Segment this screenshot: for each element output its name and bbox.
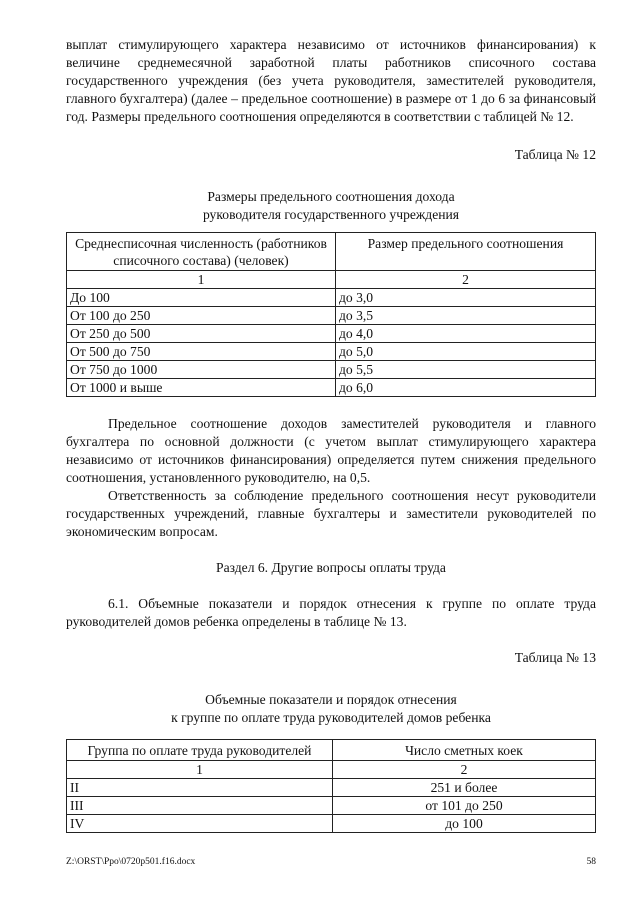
table-cell: до 4,0 <box>336 325 596 343</box>
table-cell: До 100 <box>67 289 336 307</box>
table-row <box>67 361 596 379</box>
table-row <box>67 343 596 361</box>
footer-page-number: 58 <box>586 857 596 867</box>
table-cell: III <box>67 797 333 815</box>
table-cell: От 1000 и выше <box>67 379 336 397</box>
paragraph-intro: выплат стимулирующего характера независимо от источников финансирования) к величине среднемесячной заработной платы работников списочного состава государственного учреждения (без учета руководителя, заместителей руководителя, главного бухгалтера) (далее – предельное соотношение) в размере от 1 до 6 за финансовый год. Размеры предельного соотношения определяются в соответствии с таблицей № 12. <box>66 37 596 124</box>
table13-col-number-1: 1 <box>67 761 333 779</box>
table-cell: до 5,0 <box>336 343 596 361</box>
table12-col-number-1: 1 <box>67 271 336 289</box>
table-cell: 251 и более <box>333 779 596 797</box>
table-cell: IV <box>67 815 333 833</box>
table-cell: до 3,5 <box>336 307 596 325</box>
table12 <box>66 232 596 397</box>
table-number-row <box>67 761 596 779</box>
table-cell: От 500 до 750 <box>67 343 336 361</box>
table13-title-line1: Объемные показатели и порядок отнесения <box>205 692 457 707</box>
table13-title-line2: к группе по оплате труда руководителей домов ребенка <box>171 710 491 725</box>
table12-label: Таблица № 12 <box>514 147 596 162</box>
table13-col-number-2: 2 <box>333 761 596 779</box>
page-content <box>66 36 596 833</box>
paragraph-6-1: 6.1. Объемные показатели и порядок отнесения к группе по оплате труда руководителей домов ребенка определены в таблице № 13. <box>66 596 596 629</box>
table-cell: От 250 до 500 <box>67 325 336 343</box>
table13 <box>66 739 596 833</box>
table-header-row <box>67 740 596 761</box>
footer-file-path: Z:\ORST\Ppo\0720p501.f16.docx <box>66 857 196 867</box>
table-cell: до 6,0 <box>336 379 596 397</box>
table12-title-line1: Размеры предельного соотношения дохода <box>207 189 455 204</box>
table-cell: От 750 до 1000 <box>67 361 336 379</box>
table12-title-line2: руководителя государственного учреждения <box>202 207 460 222</box>
table13-header-2: Число сметных коек <box>333 740 596 761</box>
table-cell: до 3,0 <box>336 289 596 307</box>
table-row <box>67 815 596 833</box>
table-row <box>67 289 596 307</box>
table12-header-2: Размер предельного соотношения <box>336 233 596 271</box>
table-row <box>67 797 596 815</box>
section-title: Раздел 6. Другие вопросы оплаты труда <box>216 560 446 575</box>
table-cell: От 100 до 250 <box>67 307 336 325</box>
table-cell: II <box>67 779 333 797</box>
table12-col-number-2: 2 <box>336 271 596 289</box>
table-cell: до 100 <box>333 815 596 833</box>
table-header-row <box>67 233 596 271</box>
table-row <box>67 307 596 325</box>
table-cell: от 101 до 250 <box>333 797 596 815</box>
table-cell: до 5,5 <box>336 361 596 379</box>
page-footer <box>66 856 596 868</box>
table12-header-1: Среднесписочная численность (работников списочного состава) (человек) <box>67 233 336 271</box>
paragraph-responsibility: Ответственность за соблюдение предельного соотношения несут руководители государственных учреждений, главные бухгалтеры и заместители руководителей по экономическим вопросам. <box>66 488 596 539</box>
table13-header-1: Группа по оплате труда руководителей <box>67 740 333 761</box>
table-row <box>67 325 596 343</box>
table-row <box>67 779 596 797</box>
table13-label: Таблица № 13 <box>514 650 596 665</box>
paragraph-deputies: Предельное соотношение доходов заместителей руководителя и главного бухгалтера по основной должности (с учетом выплат стимулирующего характера независимо от источников финансирования) определяется путем снижения предельного соотношения, установленного руководителю, на 0,5. <box>66 416 596 485</box>
table-row <box>67 379 596 397</box>
table-number-row <box>67 271 596 289</box>
